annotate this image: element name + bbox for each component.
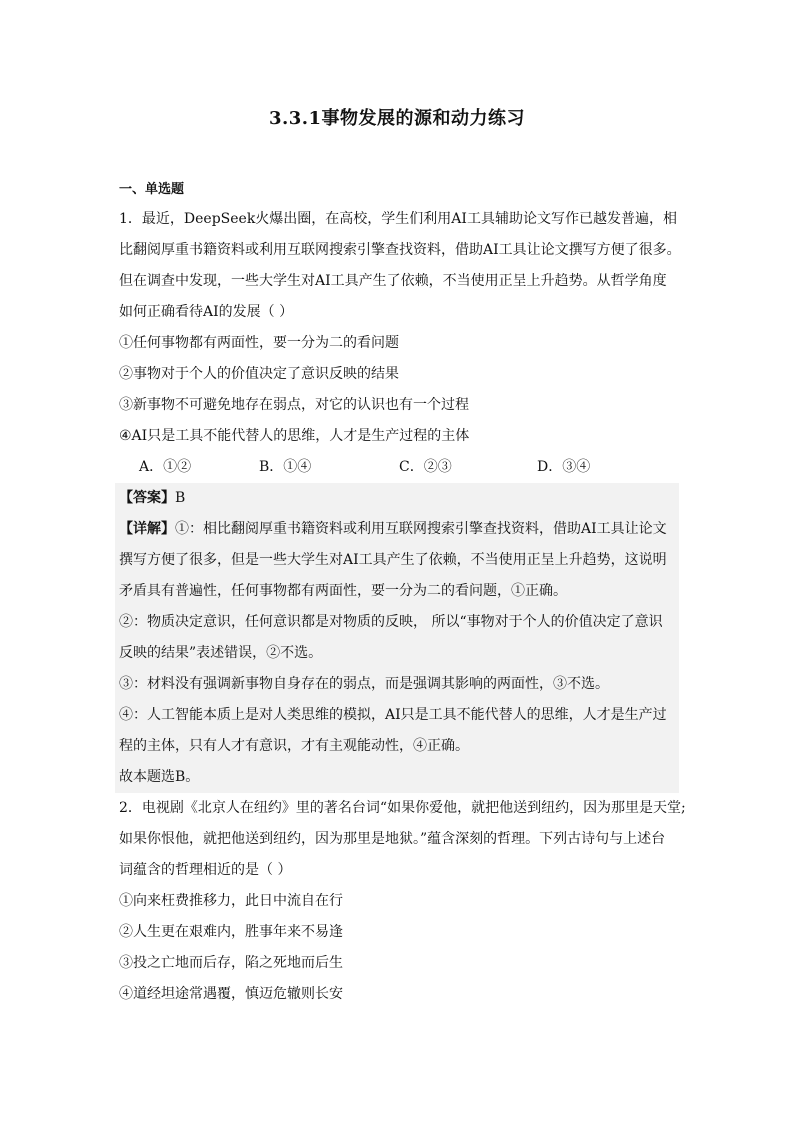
document-body <box>119 176 686 1010</box>
question-text-line: 比翻阅厚重书籍资料或利用互联网搜索引擎查找资料，借助AI工具让论文撰写方便了很多。 <box>119 242 681 258</box>
answer-line <box>119 483 679 514</box>
statement-item: ③投之亡地而后存，陷之死地而后生 <box>119 955 343 971</box>
answer-value: B <box>175 490 186 506</box>
option-c: C．②③ <box>399 459 452 475</box>
detail-text: ①：相比翻阅厚重书籍资料或利用互联网搜索引擎查找资料，借助AI工具让论文 <box>175 521 667 537</box>
question-text-line: 词蕴含的哲理相近的是（ ） <box>119 862 292 878</box>
detail-label: 【详解】 <box>119 521 175 537</box>
option-b: B．①④ <box>259 459 312 475</box>
question-2 <box>119 793 686 1010</box>
detail-line: 反映的结果”表述错误，②不选。 <box>119 645 323 661</box>
statement-item: ④AI只是工具不能代替人的思维，人才是生产过程的主体 <box>119 428 470 444</box>
question-text-line: 如何正确看待AI的发展（ ） <box>119 304 294 320</box>
page-title: 3.3.1事物发展的源和动力练习 <box>268 108 526 129</box>
statement-item: ②人生更在艰难内，胜事年来不易逢 <box>119 924 343 940</box>
option-d: D．③④ <box>537 459 591 475</box>
question-text-line: 但在调查中发现，一些大学生对AI工具产生了依赖，不当使用正呈上升趋势。从哲学角度 <box>119 273 667 289</box>
detail-line: ④：人工智能本质上是对人类思维的模拟，AI只是工具不能代替人的思维，人才是生产过 <box>119 707 667 723</box>
statement-item: ①任何事物都有两面性，要一分为二的看问题 <box>119 335 399 351</box>
statement-item: ②事物对于个人的价值决定了意识反映的结果 <box>119 366 399 382</box>
question-text-line: 2．电视剧《北京人在纽约》里的著名台词“如果你爱他，就把他送到纽约，因为那里是天堂; <box>119 800 686 816</box>
detail-line: ②：物质决定意识，任何意识都是对物质的反映， 所以“事物对于个人的价值决定了意识 <box>119 614 663 630</box>
detail-line: 程的主体，只有人才有意识，才有主观能动性，④正确。 <box>119 738 469 754</box>
question-text-line: 1．最近，DeepSeek火爆出圈，在高校，学生们利用AI工具辅助论文写作已越发普遍，相 <box>119 211 677 227</box>
answer-options <box>119 452 679 483</box>
option-a: A．①② <box>139 459 192 475</box>
detail-conclusion: 故本题选B。 <box>119 769 200 785</box>
answer-label: 【答案】 <box>119 490 175 506</box>
detail-line <box>119 514 679 545</box>
statement-item: ④道经坦途常遇覆，慎迈危辙则长安 <box>119 986 343 1002</box>
detail-line: 撰写方便了很多，但是一些大学生对AI工具产生了依赖，不当使用正呈上升趋势，这说明 <box>119 552 667 568</box>
statement-item: ①向来枉费推移力，此日中流自在行 <box>119 893 343 909</box>
detail-line: 矛盾具有普遍性，任何事物都有两面性，要一分为二的看问题，①正确。 <box>119 583 567 599</box>
section-title: 一、单选题 <box>119 182 185 197</box>
question-text-line: 如果你恨他，就把他送到纽约，因为那里是地狱。”蕴含深刻的哲理。下列古诗句与上述台 <box>119 831 666 847</box>
statement-item: ③新事物不可避免地存在弱点，对它的认识也有一个过程 <box>119 397 469 413</box>
question-1 <box>119 204 679 793</box>
detail-line: ③：材料没有强调新事物自身存在的弱点，而是强调其影响的两面性，③不选。 <box>119 676 609 692</box>
answer-explanation-box <box>115 483 679 793</box>
